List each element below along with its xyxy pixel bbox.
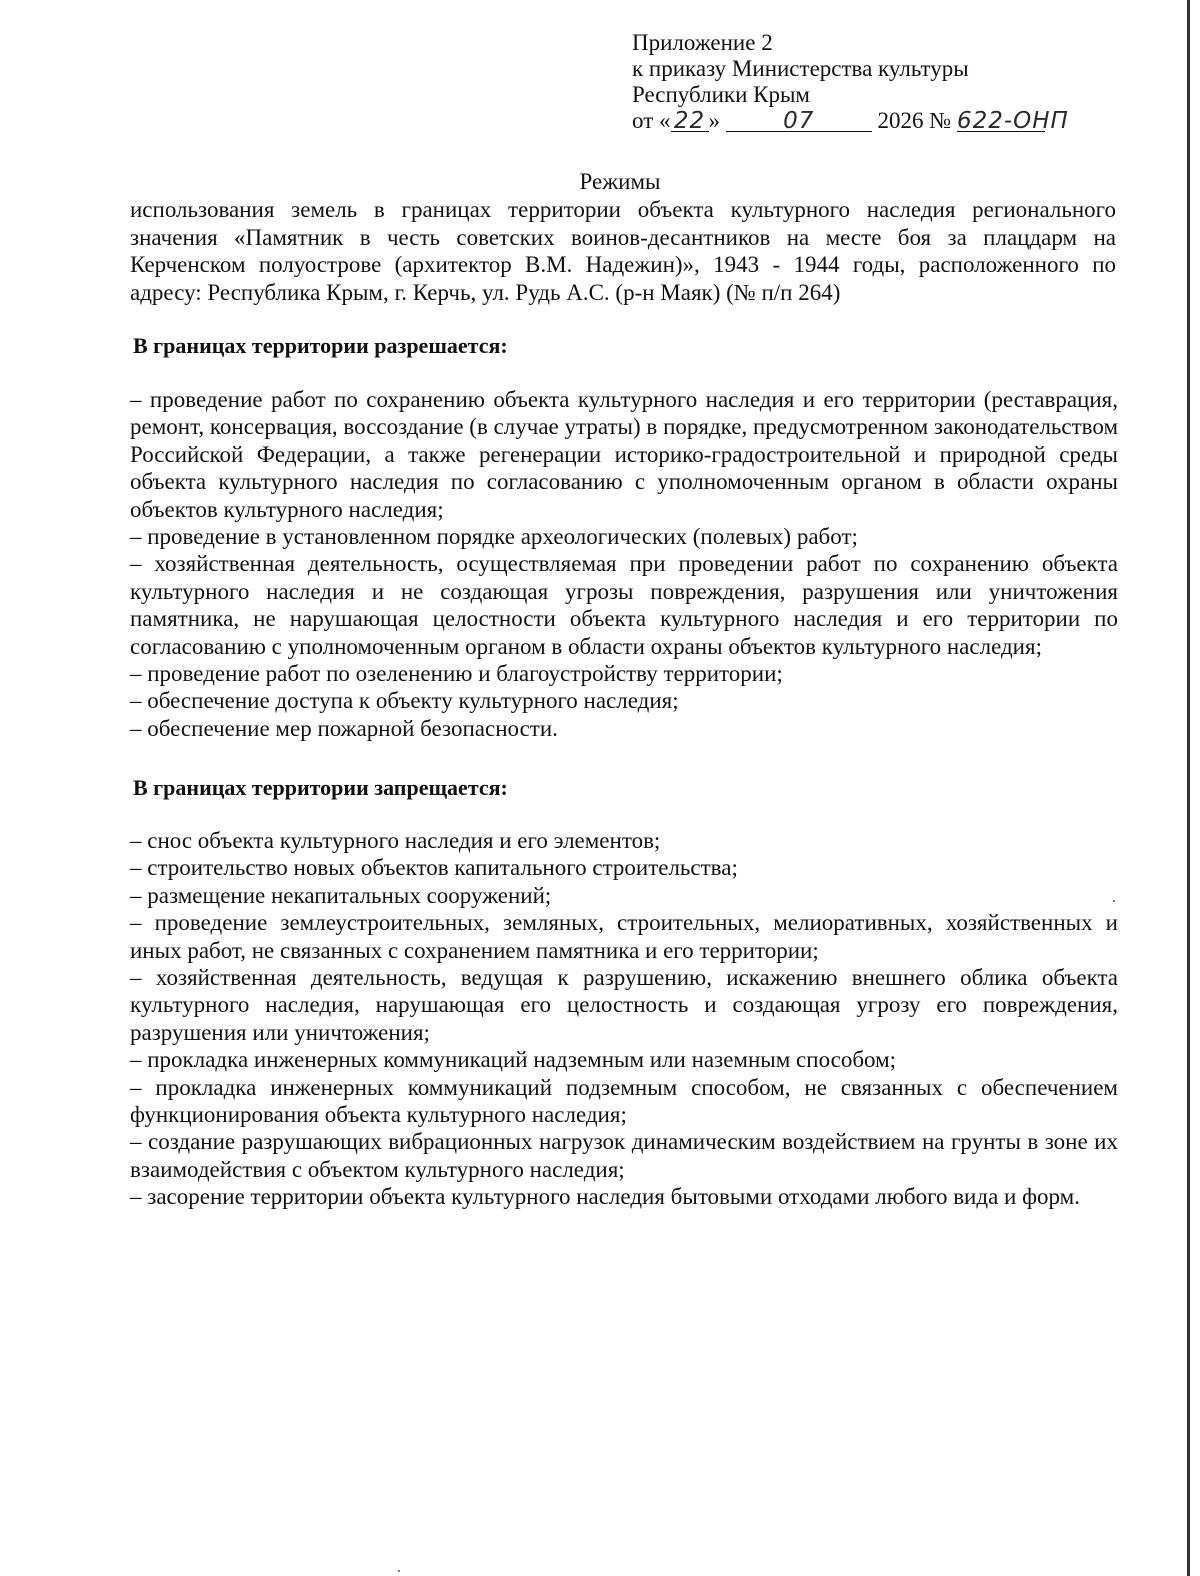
appendix-header bbox=[632, 30, 1069, 134]
date-month: 07 bbox=[726, 111, 872, 132]
date-prefix: от « bbox=[632, 108, 671, 133]
ministry-region: Республики Крым bbox=[632, 82, 810, 107]
prohibited-heading: В границах территории запрещается: bbox=[133, 775, 508, 800]
list-item: – размещение некапитальных сооружений; bbox=[130, 882, 552, 908]
scan-edge-line bbox=[1187, 0, 1190, 1576]
date-day: 22 bbox=[671, 111, 709, 132]
permitted-heading: В границах территории разрешается: bbox=[133, 333, 508, 358]
list-item: – хозяйственная деятельность, осуществляемая при проведении работ по сохранению объекта культурного наследия и не создающая угрозы повреждения, разрушения или уничтожения памятника, не нарушающая целостности объекта культурного наследия и его территории по согласованию с уполномоченным органом в области охраны объектов культурного наследия; bbox=[130, 551, 1118, 659]
permitted-list bbox=[130, 386, 1118, 742]
list-item: – обеспечение доступа к объекту культурного наследия; bbox=[130, 688, 679, 714]
prohibited-list bbox=[130, 827, 1118, 1211]
list-item: – прокладка инженерных коммуникаций надземным или наземным способом; bbox=[130, 1047, 897, 1073]
document-intro: использования земель в границах территории объекта культурного наследия регионального значения «Памятник в честь советских воинов-десантников на месте боя за плацдарм на Керченском полуострове (архитектор В.М. Надежин)», 1943 - 1944 годы, расположенного по адресу: Республика Крым, г. Керчь, ул. Рудь А.С. (р-н Маяк) (№ п/п 264) bbox=[130, 197, 1116, 305]
list-item: – проведение в установленном порядке археологических (полевых) работ; bbox=[130, 524, 858, 550]
date-quote: » bbox=[708, 108, 720, 133]
list-item: – снос объекта культурного наследия и его элементов; bbox=[130, 828, 661, 853]
list-item: – засорение территории объекта культурного наследия бытовыми отходами любого вида и форм. bbox=[130, 1184, 1080, 1210]
list-item: – проведение землеустроительных, земляных, строительных, мелиоративных, хозяйственных и иных работ, не связанных с сохранением памятника и его территории; bbox=[130, 910, 1118, 963]
scan-speck bbox=[398, 1570, 400, 1572]
order-number: 622-ОНП bbox=[956, 108, 1069, 134]
list-item: – проведение работ по сохранению объекта культурного наследия и его территории (реставрация, ремонт, консервация, воссоздание (в случае утраты) в порядке, предусмотренном законодательством Российской Федерации, а также регенерации историко-градостроительной и природной среды объекта культурного наследия по согласованию с уполномоченным органом в области охраны объектов культурного наследия; bbox=[130, 387, 1118, 522]
list-item: – проведение работ по озеленению и благоустройству территории; bbox=[130, 661, 783, 687]
order-date-line bbox=[632, 108, 1069, 134]
list-item: – хозяйственная деятельность, ведущая к разрушению, искажению внешнего облика объекта культурного наследия, нарушающая его целостность и создающая угрозу его повреждения, разрушения или уничтожения; bbox=[130, 965, 1118, 1045]
list-item: – строительство новых объектов капитального строительства; bbox=[130, 855, 738, 881]
date-year: 2026 № bbox=[877, 108, 952, 133]
order-reference: к приказу Министерства культуры bbox=[632, 56, 969, 81]
document-title: Режимы bbox=[579, 169, 661, 194]
scan-speck bbox=[1113, 900, 1115, 902]
list-item: – создание разрушающих вибрационных нагрузок динамическим воздействием на грунты в зоне их взаимодействия с объектом культурного наследия; bbox=[130, 1129, 1118, 1182]
list-item: – прокладка инженерных коммуникаций подземным способом, не связанных с обеспечением функционирования объекта культурного наследия; bbox=[130, 1074, 1118, 1128]
appendix-number: Приложение 2 bbox=[632, 30, 773, 55]
list-item: – обеспечение мер пожарной безопасности. bbox=[130, 715, 558, 741]
